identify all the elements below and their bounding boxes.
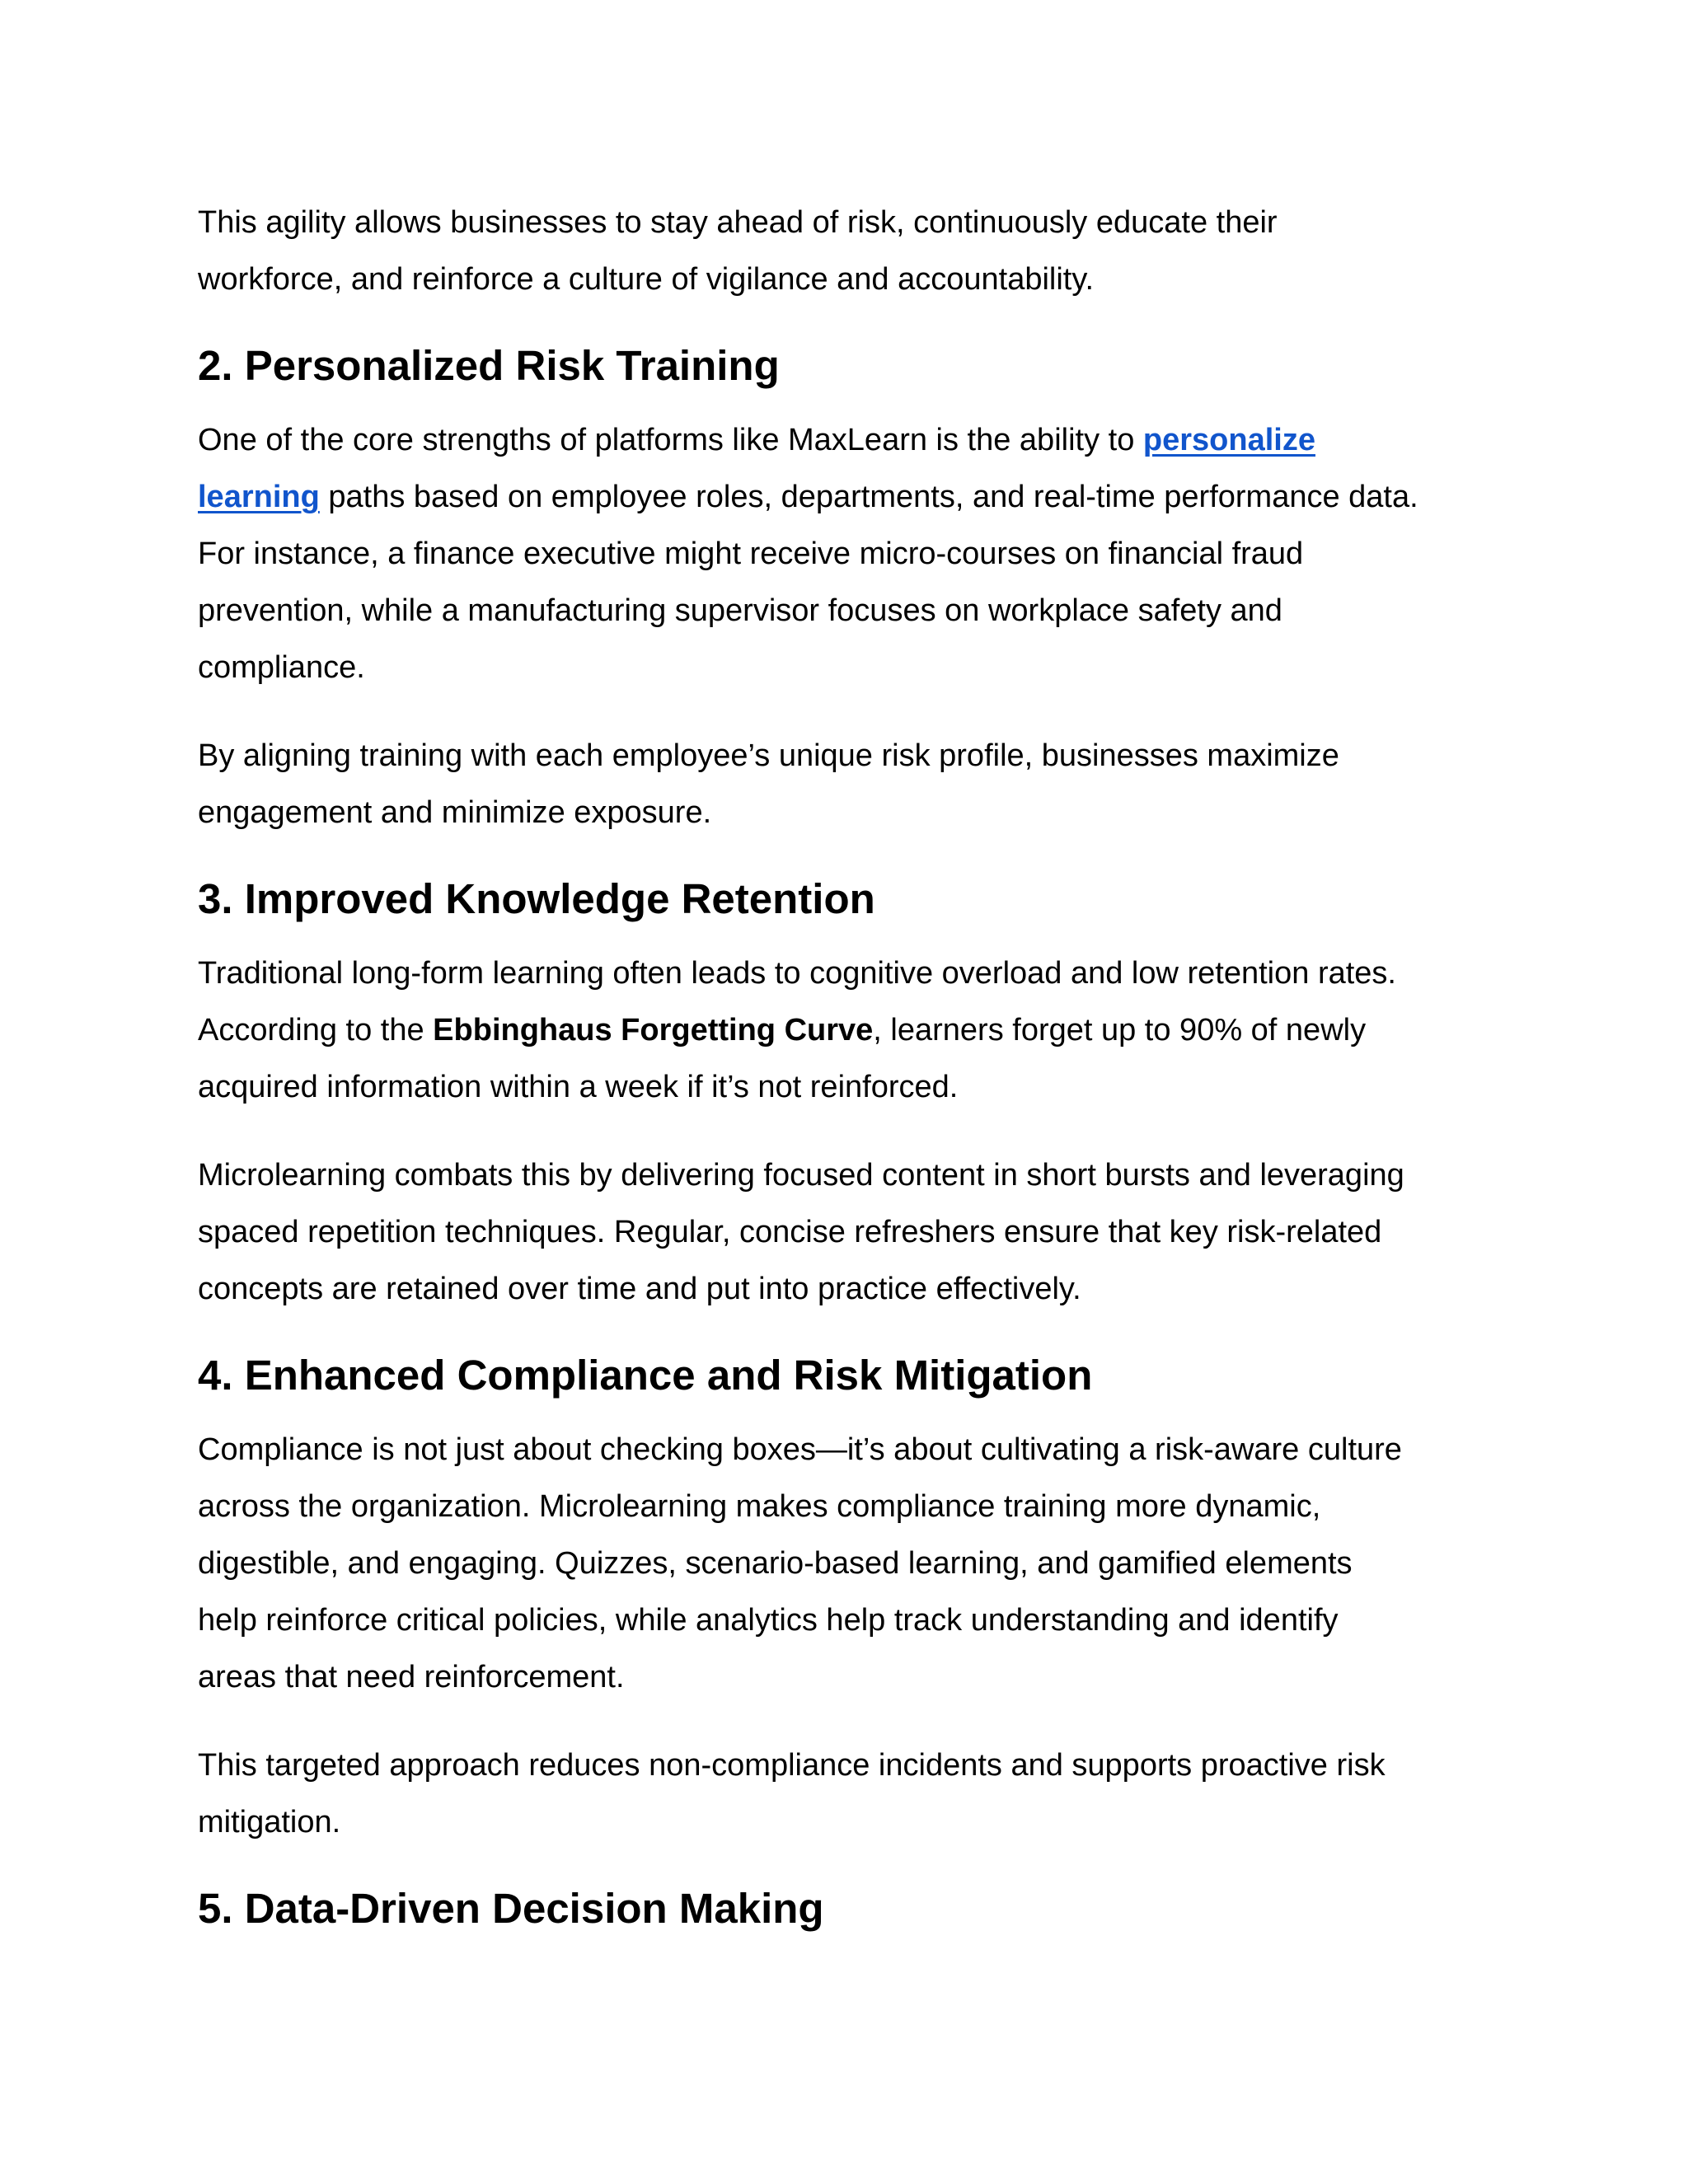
text-run: One of the core strengths of platforms like MaxLearn is the ability to <box>198 423 1143 457</box>
personalize-learning-link-continued[interactable]: learning <box>198 480 320 514</box>
text-line: prevention, while a manufacturing supervisor focuses on workplace safety and <box>198 593 1282 628</box>
text-line: spaced repetition techniques. Regular, concise refreshers ensure that key risk-related <box>198 1215 1382 1249</box>
text-line: acquired information within a week if it’s not reinforced. <box>198 1070 959 1104</box>
text-line: Traditional long-form learning often leads to cognitive overload and low retention rates. <box>198 956 1396 991</box>
text-line: compliance. <box>198 650 365 685</box>
section-heading-personalized-risk-training: 2. Personalized Risk Training <box>198 342 780 389</box>
text-line: For instance, a finance executive might receive micro-courses on financial fraud <box>198 537 1304 571</box>
text-line: mitigation. <box>198 1805 341 1840</box>
text-line: This targeted approach reduces non-compliance incidents and supports proactive risk <box>198 1748 1386 1783</box>
text-line: Microlearning combats this by delivering focused content in short bursts and leveraging <box>198 1158 1404 1193</box>
text-line: This agility allows businesses to stay ahead of risk, continuously educate their <box>198 205 1278 240</box>
text-run: paths based on employee roles, departments, and real-time performance data. <box>319 480 1418 514</box>
section-heading-data-driven-decision-making: 5. Data-Driven Decision Making <box>198 1885 824 1932</box>
document-page <box>198 194 1517 1955</box>
section4-paragraph-1 <box>198 1422 1517 1706</box>
text-line: By aligning training with each employee’s unique risk profile, businesses maximize <box>198 738 1339 773</box>
section3-paragraph-2 <box>198 1147 1517 1318</box>
text-line <box>198 469 1517 526</box>
section2-paragraph-1 <box>198 412 1517 696</box>
text-line: Compliance is not just about checking boxes—it’s about cultivating a risk-aware culture <box>198 1432 1402 1467</box>
section-heading-enhanced-compliance: 4. Enhanced Compliance and Risk Mitigation <box>198 1352 1093 1399</box>
personalize-learning-link[interactable]: personalize <box>1142 423 1315 457</box>
text-run: , learners forget up to 90% of newly <box>873 1013 1367 1047</box>
text-run: According to the <box>198 1013 434 1047</box>
text-line: across the organization. Microlearning makes compliance training more dynamic, <box>198 1489 1321 1524</box>
section2-paragraph-2 <box>198 728 1517 841</box>
text-line: digestible, and engaging. Quizzes, scenario-based learning, and gamified elements <box>198 1546 1353 1581</box>
intro-paragraph <box>198 194 1517 308</box>
text-line <box>198 412 1517 469</box>
text-line: concepts are retained over time and put into practice effectively. <box>198 1272 1081 1306</box>
text-line: workforce, and reinforce a culture of vigilance and accountability. <box>198 262 1095 297</box>
text-line: engagement and minimize exposure. <box>198 795 712 830</box>
text-line: areas that need reinforcement. <box>198 1660 625 1694</box>
section3-paragraph-1 <box>198 945 1517 1116</box>
section-heading-improved-knowledge-retention: 3. Improved Knowledge Retention <box>198 875 875 922</box>
bold-term: Ebbinghaus Forgetting Curve <box>433 1013 874 1047</box>
section4-paragraph-2 <box>198 1737 1517 1851</box>
text-line <box>198 1002 1517 1059</box>
text-line: help reinforce critical policies, while analytics help track understanding and identify <box>198 1603 1339 1638</box>
